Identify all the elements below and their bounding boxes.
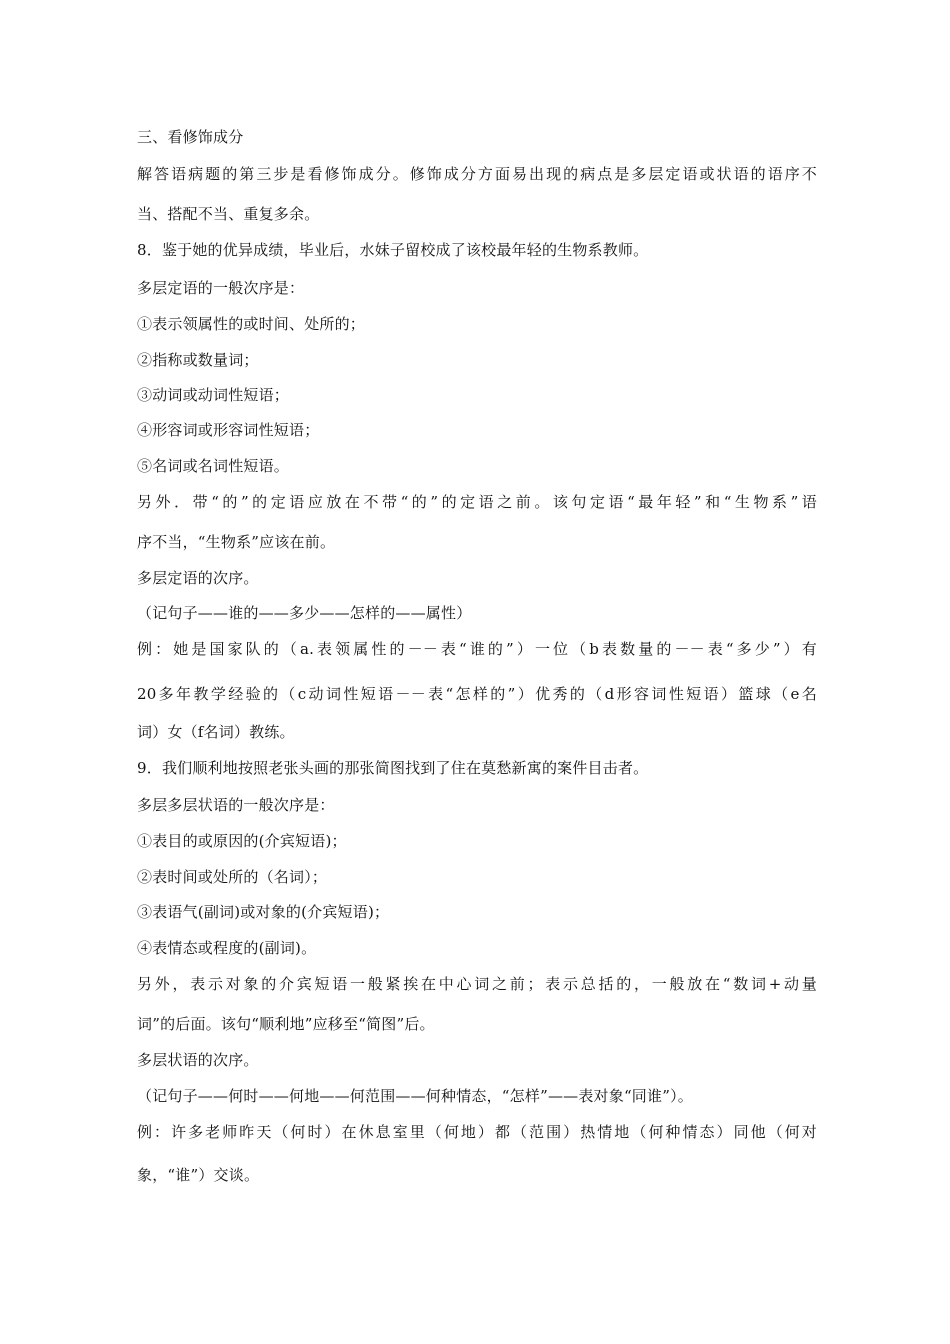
paragraph-line: 另外．带“的”的定语应放在不带“的”的定语之前。该句定语“最年轻”和“生物系”语 xyxy=(137,493,817,511)
mnemonic-line: （记句子——何时——何地——何范围——何种情态，“怎样”——表对象“同谁”）。 xyxy=(137,1087,693,1105)
list-item: ①表目的或原因的(介宾短语)； xyxy=(137,832,347,850)
paragraph-line: 多层定语的次序。 xyxy=(137,569,259,587)
paragraph-line: 例：许多老师昨天（何时）在休息室里（何地）都（范围）热情地（何种情态）同他（何对 xyxy=(137,1123,817,1141)
paragraph-line: 象，“谁”）交谈。 xyxy=(137,1166,260,1184)
paragraph-line: 序不当，“生物系”应该在前。 xyxy=(137,533,336,551)
list-item: ④表情态或程度的(副词)。 xyxy=(137,939,317,957)
example-sentence: 9．我们顺利地按照老张头画的那张简图找到了住在莫愁新寓的案件目击者。 xyxy=(137,759,649,777)
paragraph-line: 解答语病题的第三步是看修饰成分。修饰成分方面易出现的病点是多层定语或状语的语序不 xyxy=(137,165,817,183)
paragraph-line: 多层多层状语的一般次序是： xyxy=(137,796,335,814)
list-item: ⑤名词或名词性短语。 xyxy=(137,457,290,475)
paragraph-line: 词”的后面。该句“顺利地”应移至“简图”后。 xyxy=(137,1015,435,1033)
list-item: ②指称或数量词； xyxy=(137,351,259,369)
paragraph-line: 当、搭配不当、重复多余。 xyxy=(137,205,320,223)
section-heading: 三、看修饰成分 xyxy=(137,128,244,146)
mnemonic-line: （记句子——谁的——多少——怎样的——属性） xyxy=(137,604,472,622)
paragraph-line: 多层定语的一般次序是： xyxy=(137,279,305,297)
list-item: ③表语气(副词)或对象的(介宾短语)； xyxy=(137,903,390,921)
paragraph-line: 词）女（f名词）教练。 xyxy=(137,723,295,741)
list-item: ①表示领属性的或时间、处所的； xyxy=(137,315,366,333)
list-item: ④形容词或形容词性短语； xyxy=(137,421,320,439)
paragraph-line: 例：她是国家队的（a.表领属性的－－表“谁的”）一位（b表数量的－－表“多少”）有 xyxy=(137,640,817,658)
paragraph-line: 20多年教学经验的（c动词性短语－－表“怎样的”）优秀的（d形容词性短语）篮球（e名 xyxy=(137,685,817,703)
example-sentence: 8．鉴于她的优异成绩，毕业后，水妹子留校成了该校最年轻的生物系教师。 xyxy=(137,241,649,259)
list-item: ②表时间或处所的（名词）； xyxy=(137,868,328,886)
paragraph-line: 多层状语的次序。 xyxy=(137,1051,259,1069)
list-item: ③动词或动词性短语； xyxy=(137,386,290,404)
paragraph-line: 另外，表示对象的介宾短语一般紧挨在中心词之前；表示总括的，一般放在“数词+动量 xyxy=(137,975,817,993)
